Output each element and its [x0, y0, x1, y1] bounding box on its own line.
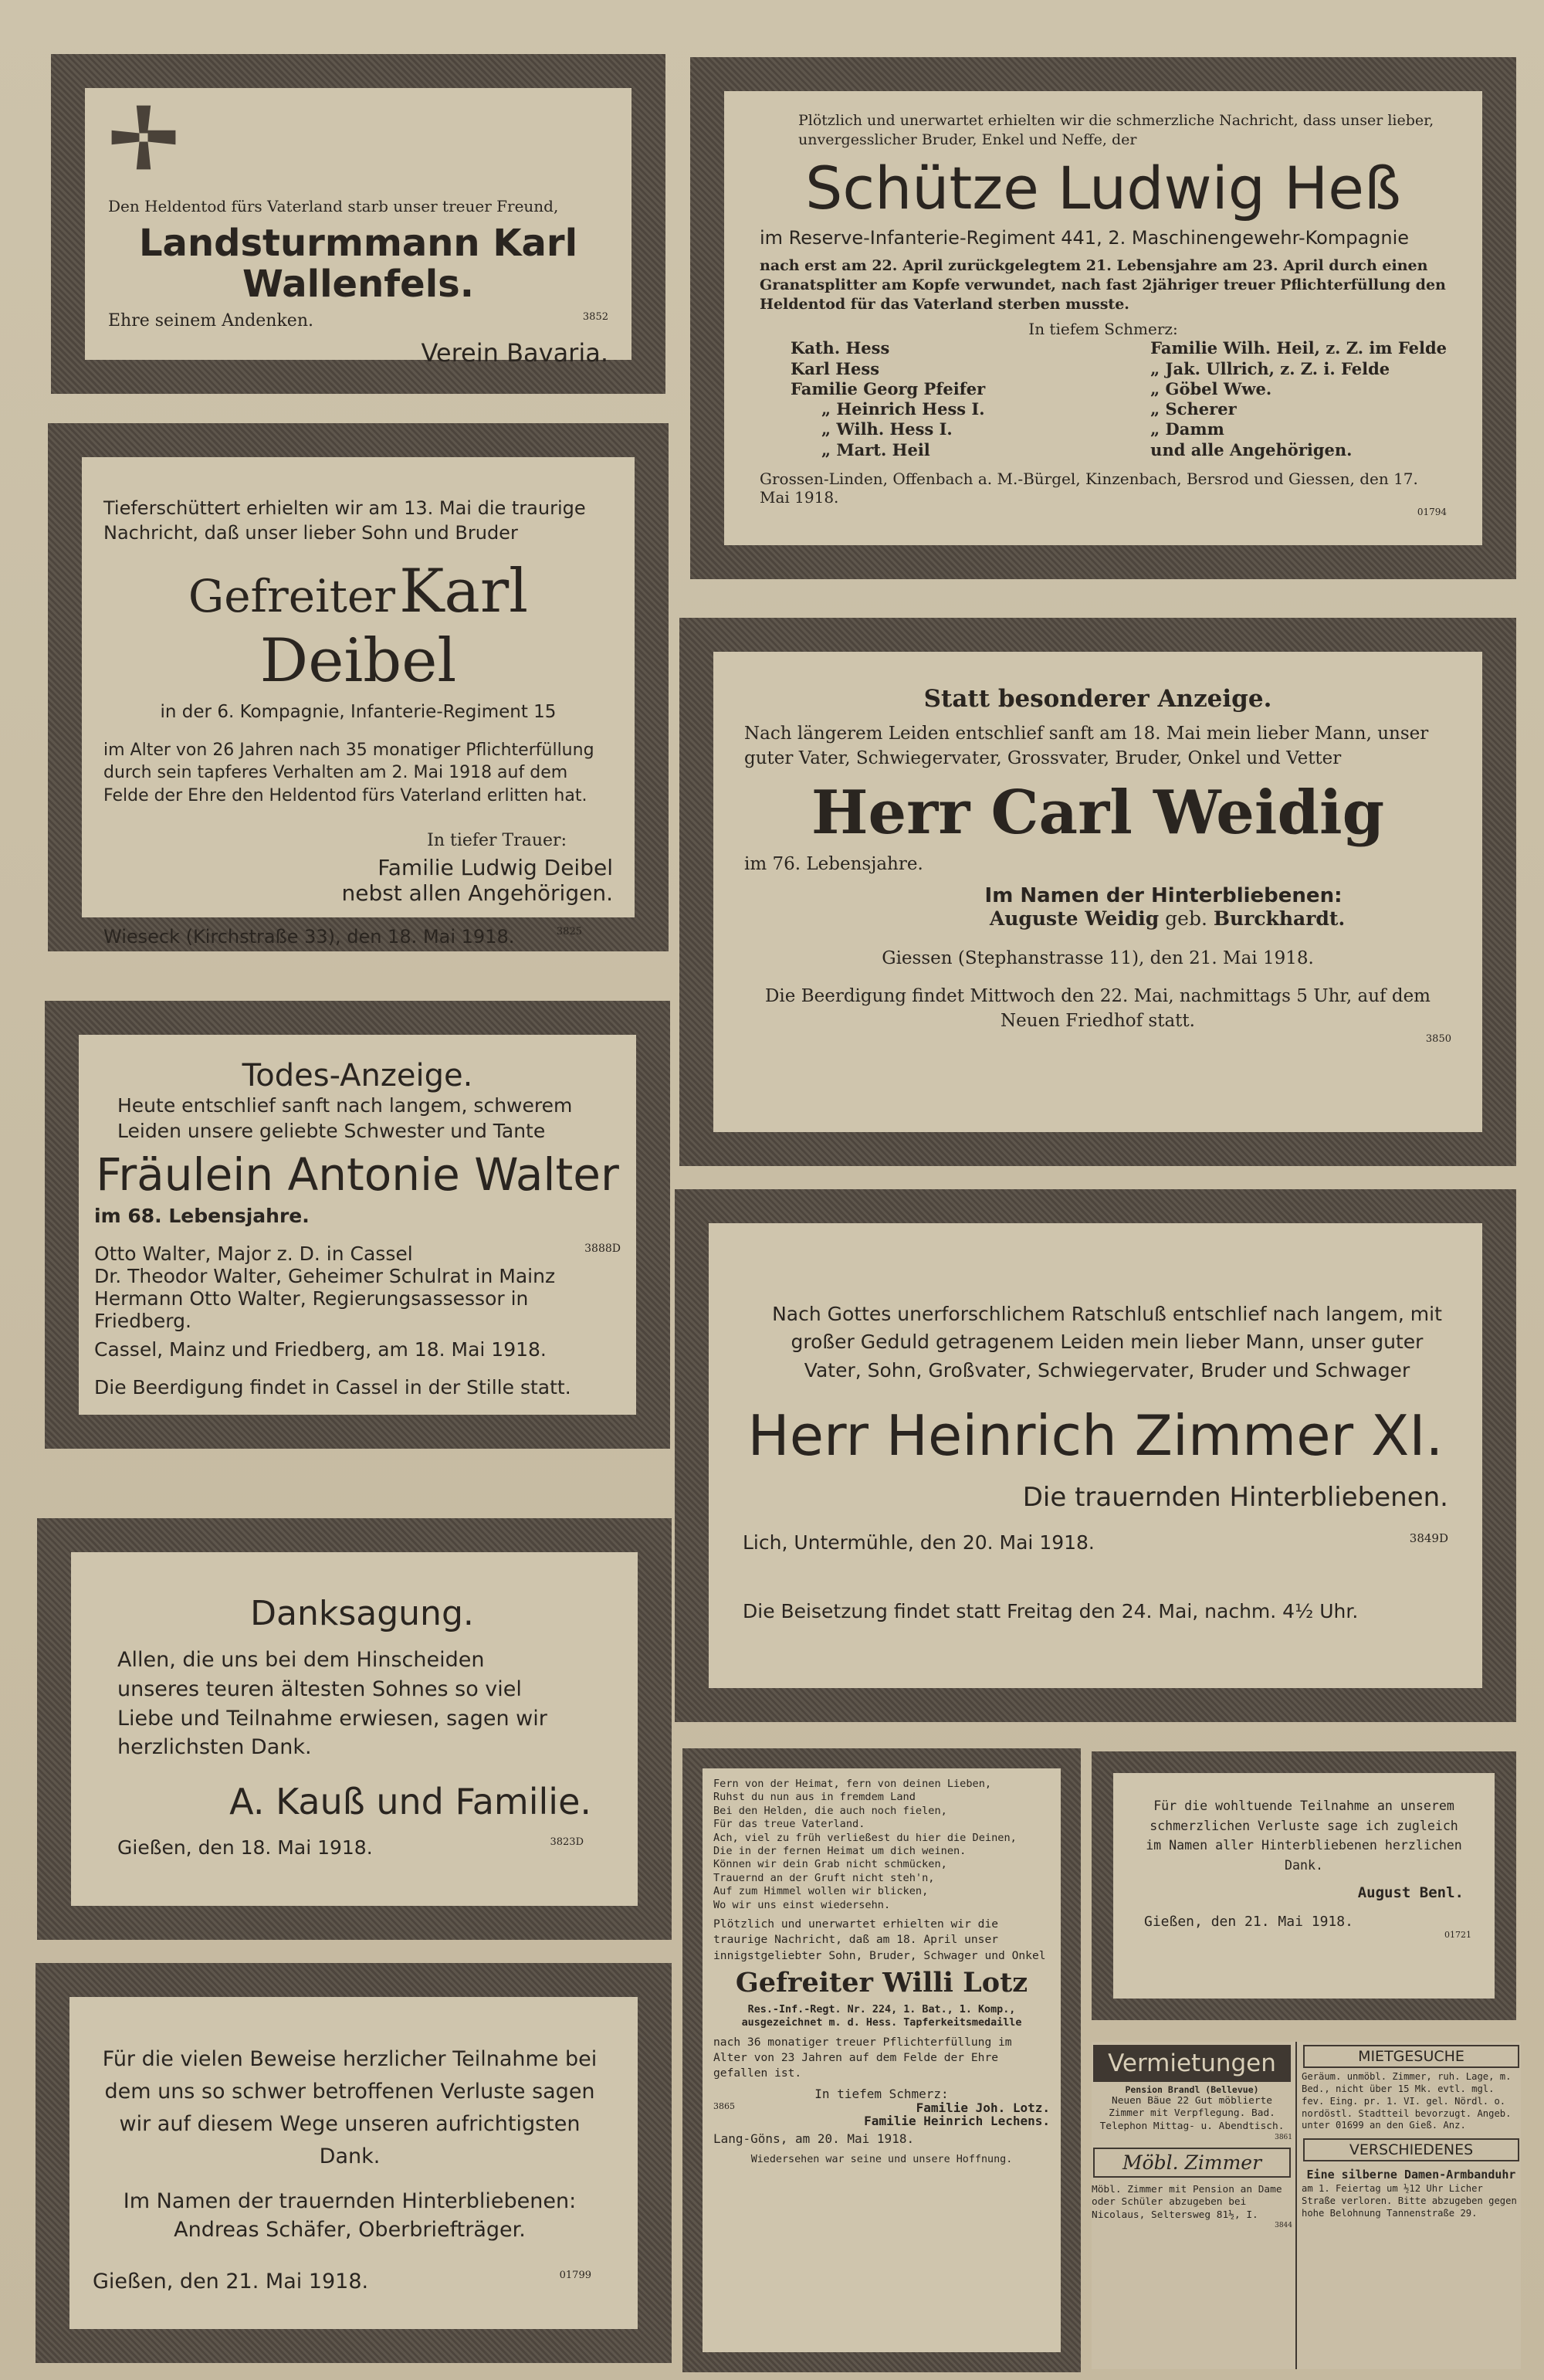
ad9-poem-line: Trauernd an der Gruft nicht steh'n,	[713, 1871, 935, 1884]
moebl-text: Möbl. Zimmer mit Pension an Dame oder Schüler abzugeben bei Nicolaus, Seltersweg 81½, I.	[1092, 2183, 1282, 2221]
mietgesuche-text: Geräum. unmöbl. Zimmer, ruh. Lage, m. Bed., nicht über 15 Mk. evtl. mgl. fev. Eing. pr. 1. VI. gel. Nördl. o. nordöstl. Stadtteil bevorzugt. Angeb. unter 01699 an den Gieß. Anz.	[1302, 2071, 1512, 2131]
ad9-poem-line: Bei den Helden, die auch noch fielen,	[713, 1804, 947, 1817]
lost-title: Eine silberne Damen-Armbanduhr	[1306, 2168, 1516, 2182]
ad6-left-4: „ Heinrich Hess I.	[821, 399, 985, 419]
pension-code: 3861	[1275, 2133, 1292, 2141]
ad2-code: 3825	[556, 925, 582, 937]
vermietungen-label: Vermietungen	[1108, 2049, 1276, 2077]
ad3-funeral: Die Beerdigung findet in Cassel in der Stille statt.	[94, 1375, 571, 1399]
ad9-place: Lang-Göns, am 20. Mai 1918.	[713, 2131, 915, 2146]
mietgesuche-header	[1303, 2045, 1519, 2068]
ad9-poem-line: Für das treue Vaterland.	[713, 1818, 865, 1831]
ad1-signature: Verein Bavaria.	[421, 337, 608, 368]
ad6-name: Schütze Ludwig Heß	[805, 154, 1401, 223]
ad6-left-2: Karl Hess	[791, 358, 880, 378]
lost-text: am 1. Feiertag um ½12 Uhr Licher Straße verloren. Bitte abzugeben gegen hohe Belohnung Tannenstraße 29.	[1302, 2182, 1517, 2219]
ad6-left-5: „ Wilh. Hess I.	[821, 419, 953, 439]
ad2-place: Wieseck (Kirchstraße 33), den 18. Mai 1918.	[103, 925, 515, 948]
pension-title: Pension Brandl (Bellevue)	[1125, 2084, 1259, 2095]
ad9-code: 3865	[713, 2100, 735, 2111]
ad7-code: 3850	[1425, 1033, 1451, 1046]
classifieds-divider	[1295, 2042, 1297, 2369]
ad8-signature: Die trauernden Hinterbliebenen.	[1022, 1481, 1448, 1513]
ad9-unit: Res.-Inf.-Regt. Nr. 224, 1. Bat., 1. Komp., ausgezeichnet m. d. Hess. Tapferkeitsmedaille	[741, 2003, 1022, 2029]
ad6-right-4: „ Scherer	[1150, 399, 1237, 419]
ad9-poem	[713, 1778, 1050, 1912]
ad9-mourn-header: In tiefem Schmerz:	[814, 2086, 949, 2101]
ad10-place: Gießen, den 21. Mai 1918.	[1144, 1913, 1353, 1930]
ad4-code: 3823D	[550, 1836, 584, 1849]
ad9-poem-line: Fern von der Heimat, fern von deinen Lieben,	[713, 1778, 992, 1790]
ad3-code: 3888D	[584, 1242, 621, 1255]
ad9-text: nach 36 monatiger treuer Pflichterfüllung im Alter von 23 Jahren auf dem Felde der Ehre gefallen ist.	[713, 2035, 1012, 2080]
ad-lotz	[682, 1748, 1081, 2372]
ad3-mourner-1: Otto Walter, Major z. D. in Cassel	[94, 1242, 413, 1265]
pension-text: Neuen Bäue 22 Gut möblierte Zimmer mit Verpflegung. Bad. Telephon Mittag- u. Abendtisch.	[1099, 2094, 1285, 2132]
vermietungen-header	[1093, 2045, 1291, 2082]
ad2-name: Karl Deibel	[259, 556, 529, 696]
ad7-place: Giessen (Stephanstrasse 11), den 21. Mai 1918.	[882, 948, 1314, 968]
ad1-intro: Den Heldentod fürs Vaterland starb unser treuer Freund,	[108, 197, 559, 215]
ad3-mourner-2: Dr. Theodor Walter, Geheimer Schulrat in Mainz	[94, 1264, 556, 1287]
classifieds-section	[1092, 2042, 1521, 2369]
ad2-unit: in der 6. Kompagnie, Infanterie-Regiment 15	[160, 701, 557, 722]
mietgesuche-label: MIETGESUCHE	[1358, 2048, 1464, 2065]
ad7-signature-maiden: Burckhardt.	[1213, 907, 1346, 930]
ad9-mourner-1: Familie Joh. Lotz.	[916, 2100, 1050, 2115]
ad5-signature: Andreas Schäfer, Oberbriefträger.	[174, 2218, 526, 2243]
ad6-left-1: Kath. Hess	[791, 338, 890, 358]
moebl-label: Möbl. Zimmer	[1122, 2151, 1262, 2174]
verschiedenes-header	[1303, 2138, 1519, 2161]
ad7-signature	[744, 907, 1451, 930]
ad3-intro: Heute entschlief sanft nach langem, schwerem Leiden unsere geliebte Schwester und Tante	[117, 1094, 573, 1142]
ad-walter	[45, 1001, 670, 1449]
ad-wallenfels	[51, 54, 665, 394]
ad6-right-5: „ Damm	[1150, 419, 1224, 439]
ad1-closing: Ehre seinem Andenken.	[108, 310, 313, 331]
ad9-poem-line: Die in der fernen Heimat um dich weinen.	[713, 1844, 967, 1857]
ad8-place: Lich, Untermühle, den 20. Mai 1918.	[743, 1531, 1095, 1554]
ad9-mourner-2: Familie Heinrich Lechens.	[864, 2114, 1050, 2129]
ad6-place: Grossen-Linden, Offenbach a. M.-Bürgel, Kinzenbach, Bersrod und Giessen, den 17. Mai 1918.	[760, 469, 1418, 507]
ad6-intro: Plötzlich und unerwartet erhielten wir die schmerzliche Nachricht, dass unser lieber, unvergesslicher Bruder, Enkel und Neffe, der	[798, 112, 1434, 148]
ad-kauss	[37, 1518, 672, 1940]
ad9-name: Gefreiter Willi Lotz	[735, 1967, 1028, 1999]
ad3-place: Cassel, Mainz und Friedberg, am 18. Mai 1918.	[94, 1337, 547, 1361]
ad7-age: im 76. Lebensjahre.	[744, 854, 923, 875]
ad6-right-2: „ Jak. Ullrich, z. Z. i. Felde	[1150, 358, 1390, 378]
ad2-mourn-header: In tiefer Trauer:	[427, 830, 567, 850]
ad9-poem-line: Ruhst du nun aus in fremdem Land	[713, 1791, 916, 1804]
ad4-heading: Danksagung.	[250, 1594, 474, 1633]
ad9-poem-line: Können wir dein Grab nicht schmücken,	[713, 1858, 947, 1871]
ad-schaefer	[36, 1963, 672, 2363]
ad2-text: im Alter von 26 Jahren nach 35 monatiger Pflichterfüllung durch sein tapferes Verhalten am 2. Mai 1918 auf dem Felde der Ehre den Heldentod fürs Vaterland erlitten hat.	[103, 740, 594, 806]
ad-deibel	[48, 423, 669, 951]
ad9-poem-line: Wo wir uns einst wiedersehn.	[713, 1898, 891, 1911]
ad5-code: 01799	[559, 2270, 591, 2282]
moebl-code: 3844	[1275, 2222, 1292, 2230]
ad7-mourn-header: Im Namen der Hinterbliebenen:	[984, 884, 1343, 908]
ad-benl	[1092, 1751, 1516, 2020]
ad7-signature-name: Auguste Weidig	[989, 907, 1160, 930]
ad6-right-1: Familie Wilh. Heil, z. Z. im Felde	[1150, 338, 1447, 358]
ad9-poem-line: Auf zum Himmel wollen wir blicken,	[713, 1885, 929, 1898]
moebl-header	[1093, 2148, 1291, 2178]
ad10-code: 01721	[1444, 1929, 1471, 1940]
ad2-mourner-1: Familie Ludwig Deibel	[378, 854, 613, 880]
ad6-right-6: und alle Angehörigen.	[1150, 439, 1353, 459]
ad3-age: im 68. Lebensjahre.	[94, 1205, 310, 1227]
ad6-mourn-header: In tiefem Schmerz:	[1028, 320, 1178, 339]
ad2-intro: Tieferschüttert erhielten wir am 13. Mai die traurige Nachricht, daß unser lieber Sohn und Bruder	[103, 497, 586, 544]
classifieds-right-column	[1302, 2042, 1521, 2369]
ad6-text: nach erst am 22. April zurückgelegtem 21. Lebensjahre am 23. April durch einen Granatsplitter am Kopfe verwundet, nach fast 2jähriger treuer Pflichterfüllung den Heldentod für das Vaterland sterben musste.	[760, 257, 1446, 313]
ad4-signature: A. Kauß und Familie.	[229, 1781, 591, 1823]
ad10-text: Für die wohltuende Teilnahme an unserem schmerzlichen Verluste sage ich zugleich im Namen aller Hinterbliebenen herzlichen Dank.	[1146, 1799, 1462, 1873]
ad8-intro: Nach Gottes unerforschlichem Ratschluß entschlief nach langem, mit großer Geduld getragenem Leiden mein lieber Mann, unser guter Vater, Sohn, Großvater, Schwiegervater, Bruder und Schwager	[772, 1303, 1442, 1382]
ad-weidig	[679, 618, 1516, 1166]
ad6-unit: im Reserve-Infanterie-Regiment 441, 2. Maschinengewehr-Kompagnie	[760, 227, 1410, 249]
ad7-name: Herr Carl Weidig	[811, 778, 1385, 849]
ad7-signature-geb: geb.	[1165, 907, 1207, 930]
ad3-mourner-3: Hermann Otto Walter, Regierungsassessor in Friedberg.	[94, 1287, 529, 1332]
ad2-rank: Gefreiter	[188, 569, 395, 622]
ad4-text: Allen, die uns bei dem Hinscheiden unseres teuren ältesten Sohnes so viel Liebe und Teilnahme erwiesen, sagen wir herzlichsten Dank.	[117, 1648, 547, 1760]
verschiedenes-label: VERSCHIEDENES	[1349, 2141, 1474, 2159]
ad5-mourn-header: Im Namen der trauernden Hinterbliebenen:	[123, 2189, 577, 2214]
ad2-headline	[103, 557, 613, 696]
ad3-heading: Todes-Anzeige.	[242, 1058, 473, 1093]
classifieds-left-column	[1092, 2042, 1292, 2369]
ad9-poem-line: Ach, viel zu früh verließest du hier die Deinen,	[713, 1831, 1017, 1844]
ad7-heading: Statt besonderer Anzeige.	[923, 685, 1272, 713]
ad6-left-6: „ Mart. Heil	[821, 439, 930, 459]
ad-zimmer	[675, 1189, 1516, 1722]
ad10-signature: August Benl.	[1357, 1883, 1464, 1901]
ad-hess	[690, 57, 1516, 579]
ad5-text: Für die vielen Beweise herzlicher Teilnahme bei dem uns so schwer betroffenen Verluste sagen wir auf diesem Wege unseren aufrichtigsten Dank.	[102, 2047, 598, 2168]
iron-cross-icon	[108, 102, 179, 173]
ad1-code: 3852	[582, 310, 608, 323]
ad5-place: Gießen, den 21. Mai 1918.	[93, 2270, 369, 2294]
ad4-place: Gießen, den 18. Mai 1918.	[117, 1836, 373, 1860]
ad6-right-3: „ Göbel Wwe.	[1150, 378, 1272, 398]
ad7-funeral: Die Beerdigung findet Mittwoch den 22. Mai, nachmittags 5 Uhr, auf dem Neuen Friedhof statt.	[764, 985, 1431, 1032]
ad6-left-3: Familie Georg Pfeifer	[791, 378, 986, 398]
ad9-closing: Wiedersehen war seine und unsere Hoffnung.	[750, 2153, 1013, 2165]
ad6-code: 01794	[1417, 506, 1447, 517]
ad2-mourner-2: nebst allen Angehörigen.	[341, 880, 613, 906]
ad8-name: Herr Heinrich Zimmer XI.	[747, 1402, 1444, 1468]
ad9-intro: Plötzlich und unerwartet erhielten wir die traurige Nachricht, daß am 18. April unser innigstgeliebter Sohn, Bruder, Schwager und Onkel	[713, 1917, 1046, 1962]
ad1-name: Landsturmmann Karl Wallenfels.	[138, 222, 578, 306]
ad8-code: 3849D	[1409, 1531, 1448, 1545]
ad8-funeral: Die Beisetzung findet statt Freitag den 24. Mai, nachm. 4½ Uhr.	[743, 1599, 1359, 1622]
ad7-intro: Nach längerem Leiden entschlief sanft am 18. Mai mein lieber Mann, unser guter Vater, Schwiegervater, Grossvater, Bruder, Onkel und Vetter	[744, 724, 1429, 769]
ad3-name: Fräulein Antonie Walter	[96, 1148, 619, 1201]
